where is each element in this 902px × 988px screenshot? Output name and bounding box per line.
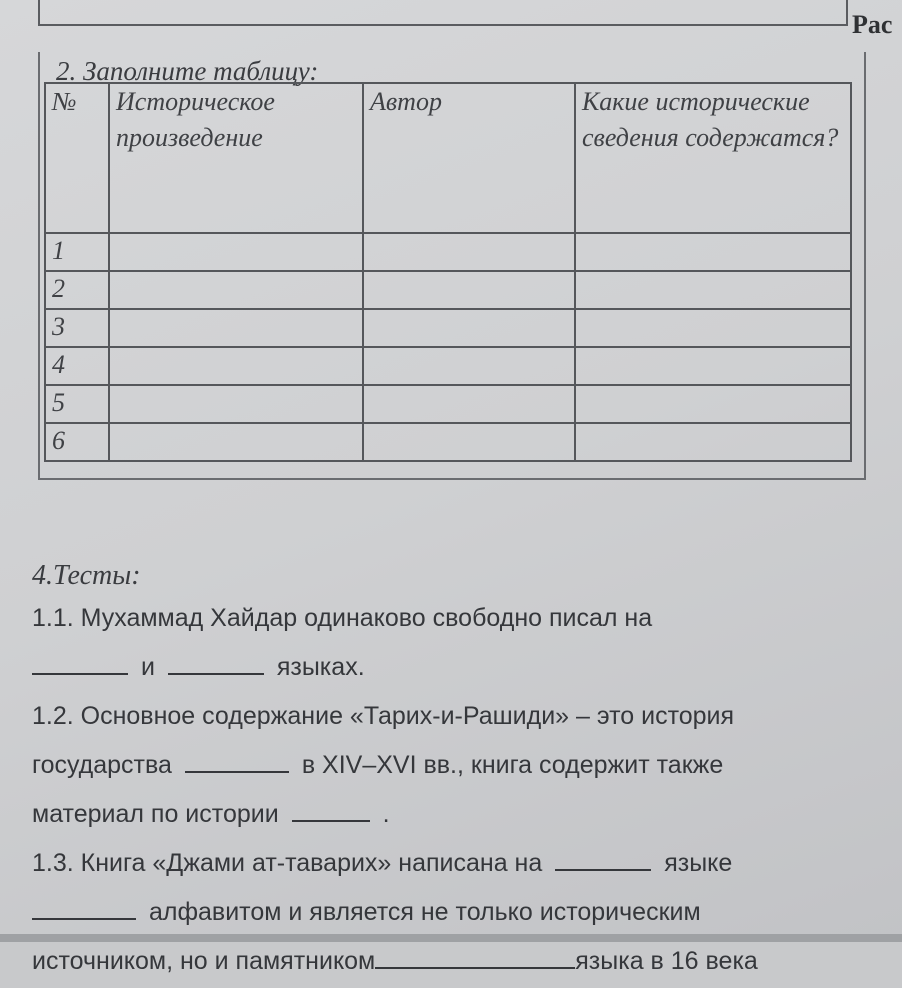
tests-title: 4.Тесты: [32,560,141,591]
question-1-1-line-1 [32,596,892,645]
table-row [45,423,851,461]
row-number: 1 [45,233,109,271]
question-1-3-line-2 [32,890,892,939]
question-1-1-line-2 [32,645,892,694]
cell-info[interactable] [575,233,851,271]
question-text: языке [664,849,733,877]
question-text: 1.3. Книга «Джами ат-таварих» написана на [32,849,543,877]
answer-blank[interactable] [168,647,264,675]
tests-section [32,560,892,988]
cell-work[interactable] [109,233,363,271]
question-text: и [140,653,155,681]
table-row [45,309,851,347]
cell-work[interactable] [109,423,363,461]
previous-section-frame [38,0,848,26]
question-text: . [382,800,390,828]
fill-in-table [44,82,852,462]
question-text: государства [32,751,172,779]
table-header-row [45,83,851,233]
row-number: 6 [45,423,109,461]
table-row [45,233,851,271]
row-number: 5 [45,385,109,423]
header-number: № [45,83,109,233]
row-number: 3 [45,309,109,347]
row-number: 4 [45,347,109,385]
answer-blank[interactable] [375,941,575,969]
answer-blank[interactable] [292,794,370,822]
question-1-2-line-2 [32,743,892,792]
cell-work[interactable] [109,385,363,423]
cell-author[interactable] [363,233,575,271]
cell-author[interactable] [363,347,575,385]
header-author: Автор [363,83,575,233]
cell-info[interactable] [575,423,851,461]
question-1-2-line-1 [32,694,892,743]
cell-author[interactable] [363,309,575,347]
answer-blank[interactable] [32,892,136,920]
corner-heading-fragment: Рас [852,10,893,39]
table-row [45,385,851,423]
row-number: 2 [45,271,109,309]
answer-blank[interactable] [555,843,651,871]
question-1-3-line-3 [32,939,892,988]
cell-author[interactable] [363,423,575,461]
question-text: материал по истории [32,800,279,828]
table-row [45,271,851,309]
question-text: языка в 16 века [575,947,758,975]
cell-work[interactable] [109,309,363,347]
question-text: языках. [276,653,365,681]
header-work: Историческое произведение [109,83,363,233]
cell-info[interactable] [575,385,851,423]
cell-author[interactable] [363,385,575,423]
task2-title: 2. Заполните таблицу: [56,56,319,86]
question-text: 1.2. Основное содержание «Тарих-и-Рашиди» – это история [32,702,735,730]
page-bottom-edge [0,934,902,942]
cell-work[interactable] [109,347,363,385]
cell-info[interactable] [575,271,851,309]
cell-info[interactable] [575,309,851,347]
answer-blank[interactable] [32,647,128,675]
question-1-3-line-1 [32,841,892,890]
answer-blank[interactable] [185,745,289,773]
cell-info[interactable] [575,347,851,385]
question-text: источником, но и памятником [32,947,376,975]
question-text: 1.1. Мухаммад Хайдар одинаково свободно писал на [32,604,653,632]
header-info: Какие исторические сведения содержатся? [575,83,851,233]
question-text: в XIV–XVI вв., книга содержит также [301,751,724,779]
cell-work[interactable] [109,271,363,309]
question-text: алфавитом и является не только историческим [148,898,701,926]
question-1-2-line-3 [32,792,892,841]
table-row [45,347,851,385]
cell-author[interactable] [363,271,575,309]
